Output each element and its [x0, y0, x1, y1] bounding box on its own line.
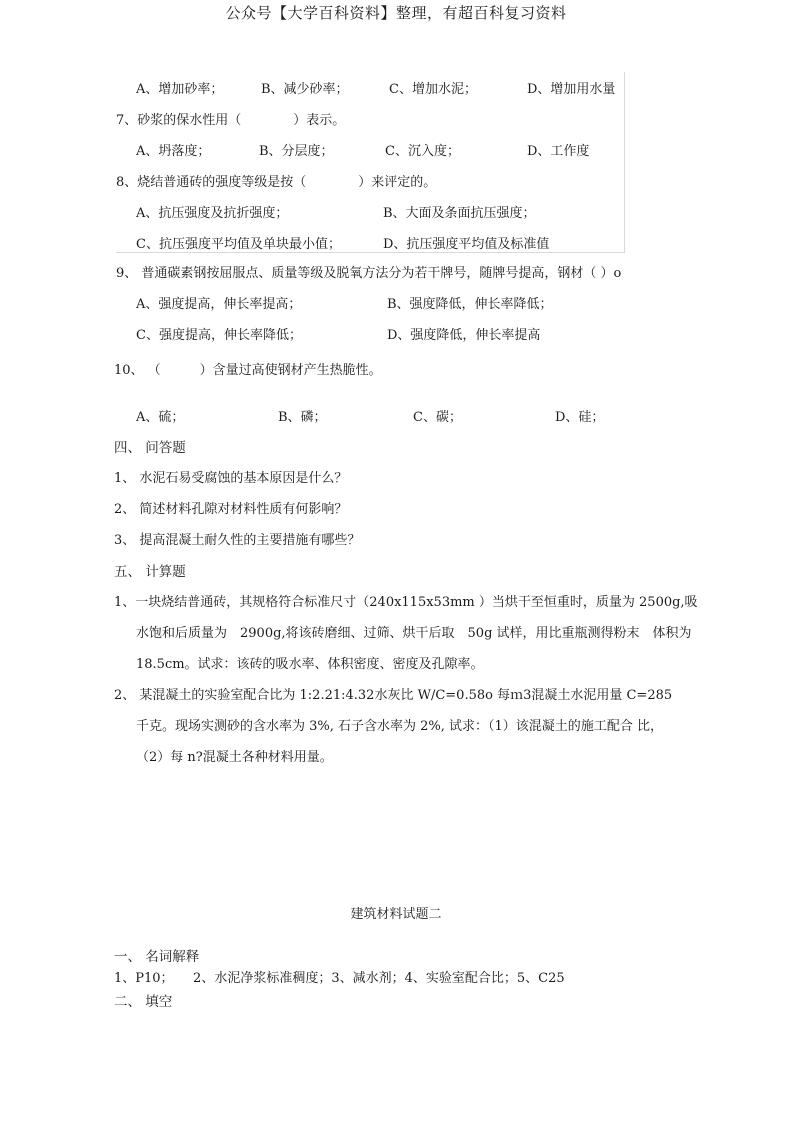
paper-2-terms: 1、P10； 2、水泥净浆标准稠度；3、减水剂；4、实验室配合比；5、C25	[114, 971, 565, 986]
calc-problem-2-line: （2）每 n?混凝土各种材料用量。	[136, 750, 333, 765]
section-4-title: 四、 问答题	[114, 440, 186, 456]
calc-problem-1-line: 水饱和后质量为 2900g,将该砖磨细、过筛、烘干后取 50g 试样，用比重瓶测得粉末 体积为	[136, 626, 692, 641]
scan-frame	[116, 72, 625, 253]
q9-option-d: D、强度降低，伸长率提高	[387, 328, 541, 343]
q7-option-c: C、沉入度；	[385, 144, 460, 159]
q10-option-a: A、硫；	[136, 410, 185, 425]
calc-problem-1-line: 18.5cm。试求：该砖的吸水率、体积密度、密度及孔隙率。	[136, 657, 484, 672]
q9-stem: 9、 普通碳素钢按屈服点、质量等级及脱氧方法分为若干牌号，随牌号提高，钢材（ ）o	[116, 266, 622, 281]
q6-option-c: C、增加水泥；	[389, 82, 477, 97]
q8-stem: 8、烧结普通砖的强度等级是按（ ）来评定的。	[116, 175, 437, 190]
q9-option-c: C、强度提高，伸长率降低；	[136, 328, 302, 343]
q8-option-c: C、抗压强度平均值及单块最小值；	[136, 237, 341, 252]
paper-2-section-1-title: 一、 名词解释	[114, 949, 200, 965]
section-4-item: 2、 简述材料孔隙对材料性质有何影响？	[114, 502, 348, 517]
section-4-item: 3、 提高混凝土耐久性的主要措施有哪些？	[114, 533, 361, 548]
paper-2-title: 建筑材料试题二	[350, 907, 442, 922]
q9-option-b: B、强度降低，伸长率降低；	[387, 297, 553, 312]
q10-option-c: C、碳；	[413, 410, 462, 425]
q10-option-b: B、磷；	[278, 410, 327, 425]
q8-option-d: D、抗压强度平均值及标准值	[383, 237, 550, 252]
section-4-item: 1、 水泥石易受腐蚀的基本原因是什么？	[114, 471, 348, 486]
page-header: 公众号【大学百科资料】整理，有超百科复习资料	[225, 4, 567, 22]
calc-problem-2-line: 千克。现场实测砂的含水率为 3%, 石子含水率为 2%, 试求：（1）该混凝土的施工配合 比，	[136, 719, 663, 734]
q6-option-b: B、减少砂率；	[261, 82, 349, 97]
q7-option-b: B、分层度；	[259, 144, 334, 159]
paper-2-section-2-title: 二、 填空	[114, 994, 173, 1010]
q10-stem: 10、 （ ）含量过高使钢材产生热脆性。	[114, 363, 382, 378]
q8-option-b: B、大面及条面抗压强度；	[383, 206, 536, 221]
calc-problem-1-line: 1、一块烧结普通砖，其规格符合标准尺寸（240x115x53mm ）当烘干至恒重时，质量为 2500g,吸	[114, 595, 698, 610]
q7-stem: 7、砂浆的保水性用（ ）表示。	[116, 113, 346, 128]
q8-option-a: A、抗压强度及抗折强度；	[136, 206, 289, 221]
calc-problem-2-line: 2、 某混凝土的实验室配合比为 1:2.21:4.32水灰比 W/C=0.58o 每ｍ3混凝土水泥用量 C=285	[114, 688, 673, 703]
q7-option-d: D、工作度	[527, 144, 590, 159]
q9-option-a: A、强度提高，伸长率提高；	[136, 297, 302, 312]
q6-option-a: A、增加砂率；	[136, 82, 224, 97]
q7-option-a: A、坍落度；	[136, 144, 211, 159]
q6-option-d: D、增加用水量	[527, 82, 616, 97]
section-5-title: 五、 计算题	[114, 564, 186, 580]
q10-option-d: D、硅；	[555, 410, 605, 425]
